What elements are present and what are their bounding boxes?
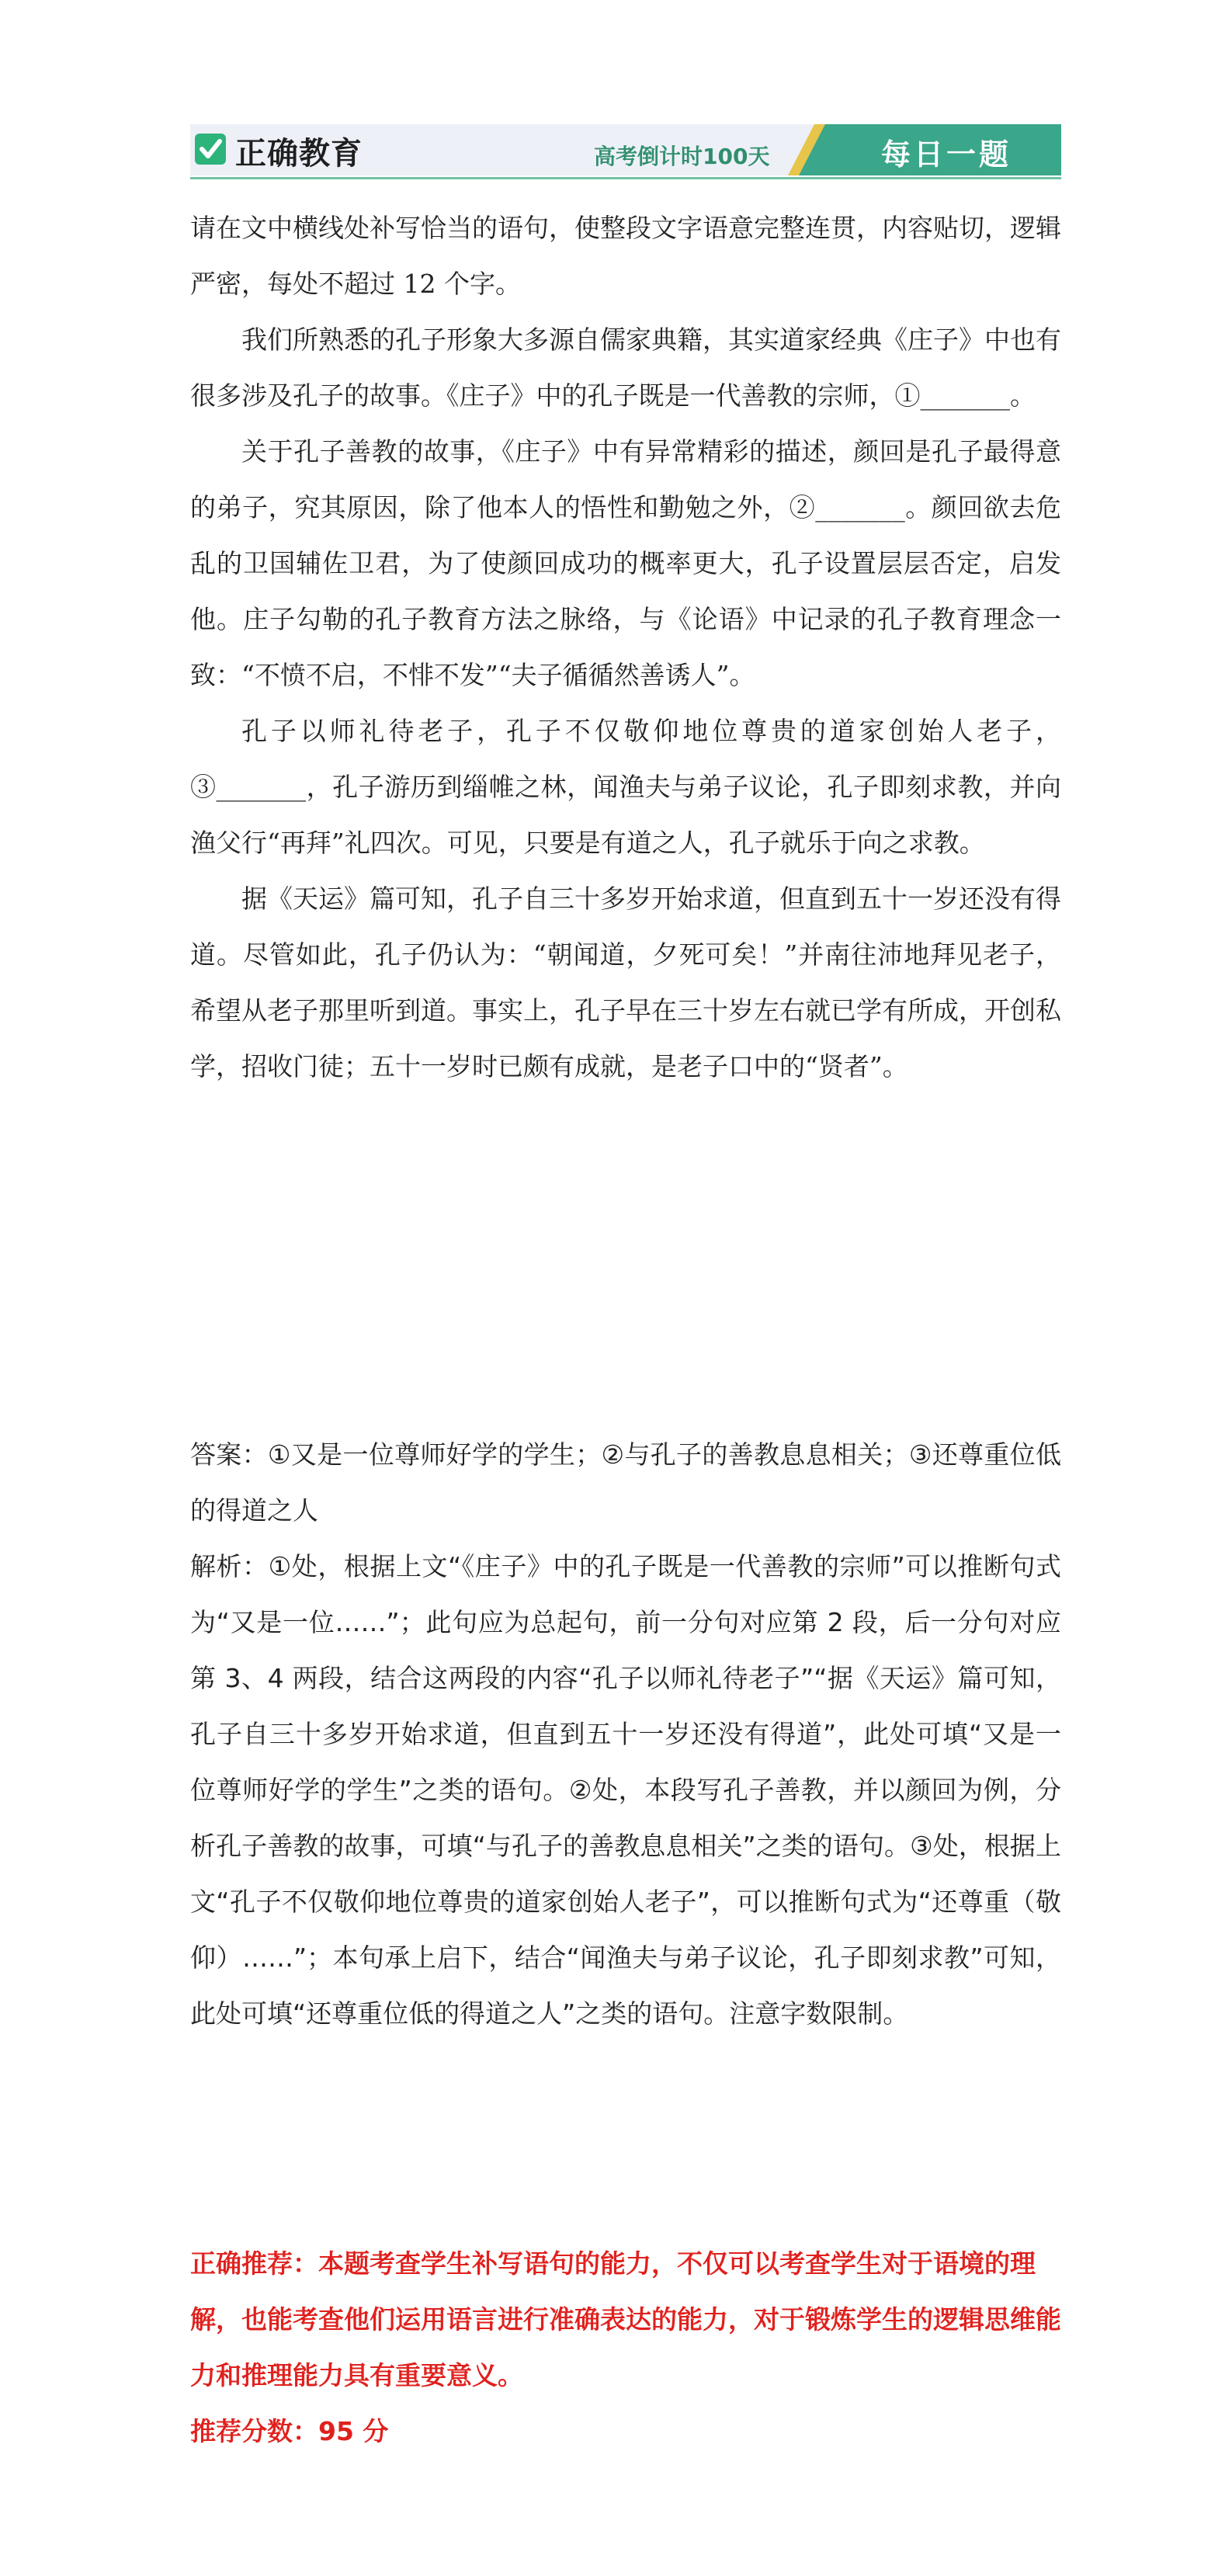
passage-paragraph-1: 我们所熟悉的孔子形象大多源自儒家典籍，其实道家经典《庄子》中也有很多涉及孔子的故事。《庄子》中的孔子既是一代善教的宗师，①_______。 bbox=[190, 325, 1061, 411]
header-divider bbox=[190, 177, 1061, 179]
question-instruction: 请在文中横线处补写恰当的语句，使整段文字语意完整连贯，内容贴切，逻辑严密，每处不超过 12 个字。 bbox=[190, 213, 1061, 299]
recommendation-block bbox=[190, 2236, 1061, 2460]
exam-countdown: 高考倒计时100天 bbox=[594, 144, 770, 169]
daily-question-label: 每日一题 bbox=[881, 137, 1012, 172]
check-logo-icon bbox=[195, 132, 226, 166]
analysis-text: 解析：①处，根据上文“《庄子》中的孔子既是一代善教的宗师”可以推断句式为“又是一位……”；此句应为总起句，前一分句对应第 2 段，后一分句对应第 3、4 两段，结合这两段的内容“孔子以师礼待老子”“据《天运》篇可知，孔子自三十多岁开始求道，但直到五十一岁还没有得道”，此处可填“又是一位尊师好学的学生”之类的语句。②处，本段写孔子善教，并以颜回为例，分析孔子善教的故事，可填“与孔子的善教息息相关”之类的语句。③处，根据上文“孔子不仅敬仰地位尊贵的道家创始人老子”，可以推断句式为“还尊重（敬仰）……”；本句承上启下，结合“闻渔夫与弟子议论，孔子即刻求教”可知，此处可填“还尊重位低的得道之人”之类的语句。注意字数限制。 bbox=[190, 1551, 1061, 2029]
answer-text: 答案：①又是一位尊师好学的学生；②与孔子的善教息息相关；③还尊重位低的得道之人 bbox=[190, 1439, 1061, 1526]
passage bbox=[190, 312, 1061, 1095]
answer-block bbox=[190, 1427, 1061, 1539]
analysis-block bbox=[190, 1539, 1061, 2042]
passage-paragraph-3: 孔子以师礼待老子，孔子不仅敬仰地位尊贵的道家创始人老子，③_______，孔子游历到缁帷之林，闻渔夫与弟子议论，孔子即刻求教，并向渔父行“再拜”礼四次。可见，只要是有道之人，孔子就乐于向之求教。 bbox=[190, 716, 1061, 858]
brand-name: 正确教育 bbox=[235, 136, 363, 172]
recommendation-text: 正确推荐：本题考查学生补写语句的能力，不仅可以考查学生对于语境的理解，也能考查他们运用语言进行准确表达的能力，对于锻炼学生的逻辑思维能力和推理能力具有重要意义。 bbox=[190, 2248, 1061, 2390]
passage-paragraph-2: 关于孔子善教的故事，《庄子》中有异常精彩的描述，颜回是孔子最得意的弟子，究其原因，除了他本人的悟性和勤勉之外，②_______。颜回欲去危乱的卫国辅佐卫君，为了使颜回成功的概率更大，孔子设置层层否定，启发他。庄子勾勒的孔子教育方法之脉络，与《论语》中记录的孔子教育理念一致：“不愤不启，不悱不发”“夫子循循然善诱人”。 bbox=[190, 436, 1061, 690]
passage-paragraph-4: 据《天运》篇可知，孔子自三十多岁开始求道，但直到五十一岁还没有得道。尽管如此，孔子仍认为：“朝闻道，夕死可矣！”并南往沛地拜见老子，希望从老子那里听到道。事实上，孔子早在三十岁左右就已学有所成，开创私学，招收门徒；五十一岁时已颇有成就，是老子口中的“贤者”。 bbox=[190, 884, 1061, 1081]
recommendation-score: 推荐分数：95 分 bbox=[190, 2416, 389, 2446]
header-banner bbox=[190, 124, 1061, 175]
question-instruction-block bbox=[190, 200, 1061, 312]
